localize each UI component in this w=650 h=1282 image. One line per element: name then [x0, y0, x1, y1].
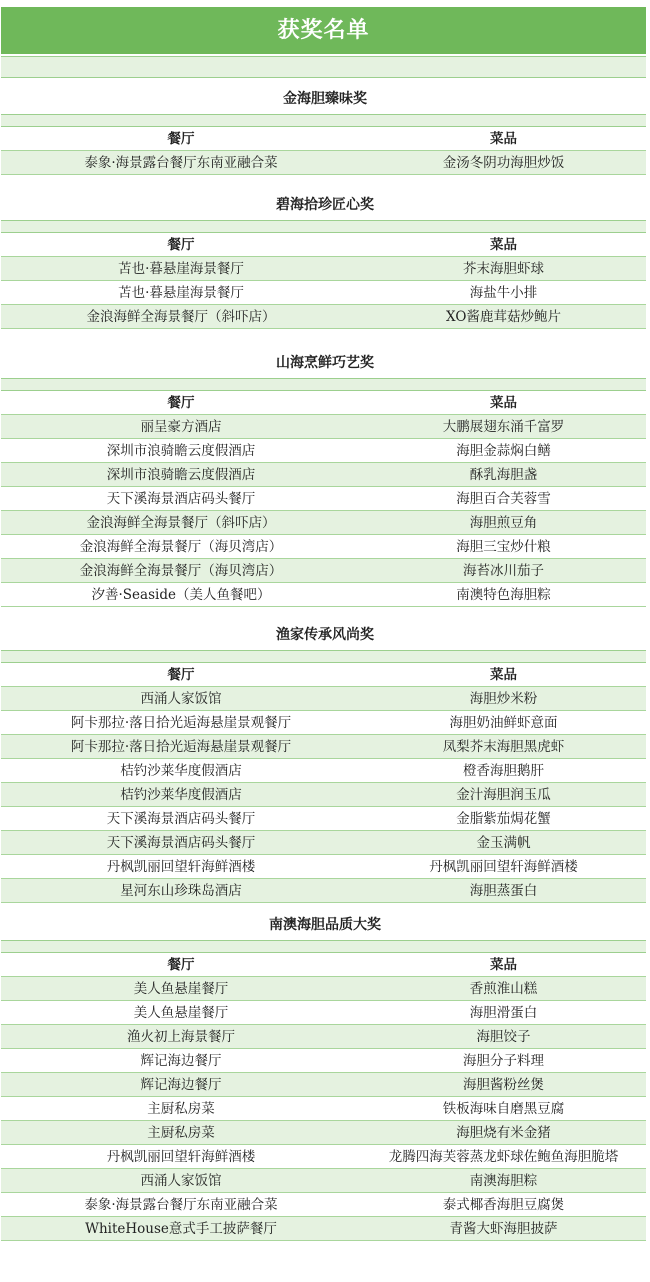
restaurant-cell: 苫也·暮悬崖海景餐厅	[118, 285, 244, 301]
award-section	[0, 190, 650, 329]
table-row	[1, 487, 646, 511]
award-section-title: 渔家传承风尚奖	[0, 620, 650, 650]
restaurant-cell: 星河东山珍珠岛酒店	[120, 883, 242, 899]
dish-cell: 海胆烧有米金猪	[456, 1125, 551, 1141]
header-dish: 菜品	[490, 667, 517, 683]
restaurant-cell: 美人鱼悬崖餐厅	[133, 1005, 229, 1021]
restaurant-cell: 主厨私房菜	[147, 1101, 215, 1117]
section-spacer-band	[1, 650, 646, 663]
restaurant-cell: 金浪海鲜全海景餐厅（斜吓店）	[86, 309, 276, 325]
table-row	[1, 1217, 646, 1241]
restaurant-cell: 泰象·海景露台餐厅东南亚融合菜	[84, 155, 278, 171]
title-spacer-band	[1, 56, 646, 78]
header-restaurant: 餐厅	[167, 667, 195, 683]
award-section-title: 南澳海胆品质大奖	[0, 910, 650, 940]
header-dish: 菜品	[490, 395, 517, 411]
table-row	[1, 1169, 646, 1193]
dish-cell: 金汤冬阴功海胆炒饭	[442, 155, 565, 171]
dish-cell: 金脂紫茄焗花蟹	[456, 811, 551, 827]
dish-cell: 香煎淮山糕	[469, 981, 538, 997]
restaurant-cell: 天下溪海景酒店码头餐厅	[106, 811, 256, 827]
dish-cell: 海胆分子料理	[463, 1053, 544, 1069]
restaurant-cell: 丽呈豪方酒店	[140, 419, 222, 435]
section-spacer-band	[1, 940, 646, 953]
header-restaurant: 餐厅	[167, 131, 195, 147]
restaurant-cell: 天下溪海景酒店码头餐厅	[106, 491, 256, 507]
table-row	[1, 735, 646, 759]
table-row	[1, 1121, 646, 1145]
dish-cell: 大鹏展翅东涌千富罗	[442, 419, 565, 435]
table-row	[1, 711, 646, 735]
table-header-row	[1, 663, 646, 687]
dish-cell: 泰式椰香海胆豆腐煲	[442, 1197, 565, 1213]
table-row	[1, 977, 646, 1001]
award-section	[0, 620, 650, 903]
restaurant-cell: 渔火初上海景餐厅	[127, 1029, 235, 1045]
award-section	[0, 910, 650, 1241]
dish-cell: 海胆奶油鲜虾意面	[449, 715, 558, 731]
dish-cell: 海苔冰川茄子	[463, 563, 544, 579]
dish-cell: 金玉满帆	[476, 835, 531, 851]
table-header-row	[1, 953, 646, 977]
table-row	[1, 1097, 646, 1121]
dish-cell: 芥末海胆虾球	[463, 261, 544, 277]
table-row	[1, 807, 646, 831]
table-row	[1, 559, 646, 583]
dish-cell: 凤梨芥末海胆黑虎虾	[442, 739, 565, 755]
dish-cell: 南澳海胆粽	[469, 1173, 538, 1189]
table-row	[1, 855, 646, 879]
table-row	[1, 879, 646, 903]
award-table	[0, 127, 650, 175]
award-table	[0, 663, 650, 903]
table-row	[1, 1193, 646, 1217]
table-row	[1, 415, 646, 439]
table-header-row	[1, 391, 646, 415]
table-row	[1, 439, 646, 463]
restaurant-cell: 阿卡那拉·落日拾光逅海悬崖景观餐厅	[70, 739, 292, 755]
page-title: 获奖名单	[1, 7, 646, 54]
dish-cell: 龙腾四海芙蓉蒸龙虾球佐鲍鱼海胆脆塔	[388, 1149, 619, 1165]
restaurant-cell: 西涌人家饭馆	[140, 691, 222, 707]
award-table	[0, 953, 650, 1241]
restaurant-cell: 金浪海鲜全海景餐厅（海贝湾店）	[79, 539, 283, 555]
restaurant-cell: 金浪海鲜全海景餐厅（海贝湾店）	[79, 563, 283, 579]
table-row	[1, 759, 646, 783]
dish-cell: 海胆炒米粉	[469, 691, 538, 707]
table-header-row	[1, 127, 646, 151]
table-row	[1, 1073, 646, 1097]
table-row	[1, 305, 646, 329]
table-row	[1, 535, 646, 559]
section-spacer-band	[1, 220, 646, 233]
table-header-row	[1, 233, 646, 257]
dish-cell: 海胆金蒜焖白鳝	[456, 443, 551, 459]
restaurant-cell: 丹枫凯丽回望轩海鲜酒楼	[106, 1149, 256, 1165]
header-dish: 菜品	[490, 131, 517, 147]
header-restaurant: 餐厅	[167, 237, 195, 253]
restaurant-cell: 苫也·暮悬崖海景餐厅	[118, 261, 244, 277]
table-row	[1, 783, 646, 807]
restaurant-cell: 丹枫凯丽回望轩海鲜酒楼	[106, 859, 256, 875]
table-row	[1, 1025, 646, 1049]
dish-cell: 海胆煎豆角	[469, 515, 538, 531]
dish-cell: 海胆饺子	[476, 1029, 531, 1045]
restaurant-cell: WhiteHouse意式手工披萨餐厅	[85, 1221, 277, 1237]
table-row	[1, 1001, 646, 1025]
restaurant-cell: 桔钓沙莱华度假酒店	[120, 763, 242, 779]
header-restaurant: 餐厅	[167, 957, 195, 973]
restaurant-cell: 桔钓沙莱华度假酒店	[120, 787, 242, 803]
dish-cell: 南澳特色海胆粽	[456, 587, 551, 603]
restaurant-cell: 美人鱼悬崖餐厅	[133, 981, 229, 997]
restaurant-cell: 辉记海边餐厅	[140, 1053, 222, 1069]
award-table	[0, 391, 650, 607]
dish-cell: 海胆蒸蛋白	[469, 883, 538, 899]
award-section	[0, 348, 650, 607]
dish-cell: 海胆百合芙蓉雪	[456, 491, 551, 507]
restaurant-cell: 深圳市浪骑瞻云度假酒店	[106, 467, 256, 483]
restaurant-cell: 金浪海鲜全海景餐厅（斜吓店）	[86, 515, 276, 531]
award-section-title: 碧海拾珍匠心奖	[0, 190, 650, 220]
table-row	[1, 463, 646, 487]
section-spacer-band	[1, 114, 646, 127]
dish-cell: 酥乳海胆盏	[469, 467, 538, 483]
restaurant-cell: 汐善·Seaside（美人鱼餐吧）	[91, 587, 271, 603]
restaurant-cell: 辉记海边餐厅	[140, 1077, 222, 1093]
dish-cell: 青酱大虾海胆披萨	[449, 1221, 558, 1237]
dish-cell: 海盐牛小排	[469, 285, 538, 301]
dish-cell: 海胆酱粉丝煲	[463, 1077, 544, 1093]
table-row	[1, 687, 646, 711]
table-row	[1, 831, 646, 855]
restaurant-cell: 深圳市浪骑瞻云度假酒店	[106, 443, 256, 459]
dish-cell: 丹枫凯丽回望轩海鲜酒楼	[429, 859, 578, 875]
header-restaurant: 餐厅	[167, 395, 195, 411]
dish-cell: 金汁海胆润玉瓜	[456, 787, 551, 803]
dish-cell: 铁板海味自磨黑豆腐	[442, 1101, 565, 1117]
table-row	[1, 511, 646, 535]
table-row	[1, 151, 646, 175]
restaurant-cell: 天下溪海景酒店码头餐厅	[106, 835, 256, 851]
dish-cell: 橙香海胆鹅肝	[463, 763, 544, 779]
restaurant-cell: 主厨私房菜	[147, 1125, 215, 1141]
section-spacer-band	[1, 378, 646, 391]
table-row	[1, 257, 646, 281]
restaurant-cell: 泰象·海景露台餐厅东南亚融合菜	[84, 1197, 278, 1213]
award-section	[0, 84, 650, 175]
table-row	[1, 1145, 646, 1169]
dish-cell: 海胆滑蛋白	[469, 1005, 538, 1021]
table-row	[1, 281, 646, 305]
table-row	[1, 583, 646, 607]
header-dish: 菜品	[490, 237, 517, 253]
restaurant-cell: 西涌人家饭馆	[140, 1173, 222, 1189]
award-table	[0, 233, 650, 329]
restaurant-cell: 阿卡那拉·落日拾光逅海悬崖景观餐厅	[70, 715, 292, 731]
header-dish: 菜品	[490, 957, 517, 973]
award-section-title: 山海烹鲜巧艺奖	[0, 348, 650, 378]
table-row	[1, 1049, 646, 1073]
dish-cell: 海胆三宝炒什粮	[456, 539, 551, 555]
award-section-title: 金海胆臻味奖	[0, 84, 650, 114]
dish-cell: XO酱鹿茸菇炒鲍片	[446, 309, 561, 325]
